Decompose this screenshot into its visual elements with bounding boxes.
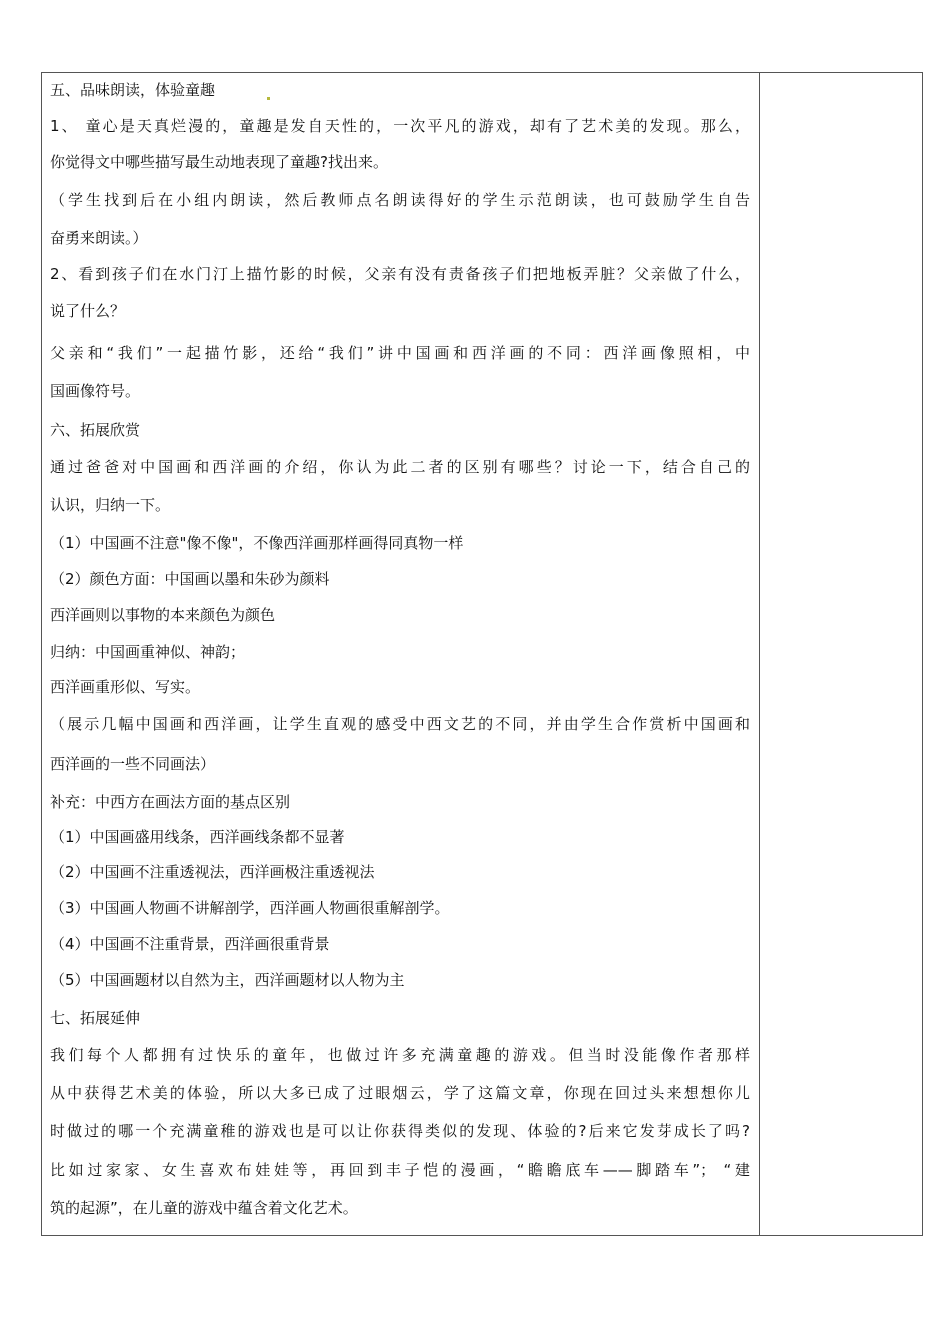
text-line: （5）中国画题材以自然为主，西洋画题材以人物为主	[50, 971, 405, 989]
section-heading-5: 五、品味朗读，体验童趣	[50, 80, 271, 100]
marker-dot	[267, 97, 270, 100]
section-heading-6: 六、拓展欣赏	[50, 421, 141, 439]
text-line: （3）中国画人物画不讲解剖学，西洋画人物画很重解剖学。	[50, 899, 450, 917]
text-line: 通过爸爸对中国画和西洋画的介绍，你认为此二者的区别有哪些？讨论一下，结合自己的	[50, 458, 750, 476]
text-line: （展示几幅中国画和西洋画，让学生直观的感受中西文艺的不同，并由学生合作赏析中国画和	[50, 715, 750, 733]
text-line: 父亲和“我们”一起描竹影，还给“我们”讲中国画和西洋画的不同：西洋画像照相，中	[50, 344, 750, 362]
text-line: 国画像符号。	[50, 382, 141, 400]
text-line: （2）中国画不注重透视法，西洋画极注重透视法	[50, 863, 375, 881]
text-line: 西洋画则以事物的本来颜色为颜色	[50, 606, 276, 624]
text-line: （4）中国画不注重背景，西洋画很重背景	[50, 935, 330, 953]
text-line: （1）中国画盛用线条，西洋画线条都不显著	[50, 828, 345, 846]
text-line: （2）颜色方面：中国画以墨和朱砂为颜料	[50, 570, 330, 588]
text-line: 归纳：中国画重神似、神韵；	[50, 643, 246, 661]
text-line: 奋勇来朗读。）	[50, 229, 148, 247]
text-line: （1）中国画不注意"像不像"，不像西洋画那样画得同真物一样	[50, 534, 464, 552]
text-line: 2、看到孩子们在水门汀上描竹影的时候，父亲有没有责备孩子们把地板弄脏？父亲做了什么，	[50, 265, 750, 283]
section-heading-7: 七、拓展延伸	[50, 1009, 141, 1027]
text-line: 说了什么？	[50, 302, 126, 320]
text-line: 时做过的哪一个充满童稚的游戏也是可以让你获得类似的发现、体验的?后来它发芽成长了吗?	[50, 1122, 750, 1140]
text-line: 认识，归纳一下。	[50, 496, 171, 514]
text-line: 补充：中西方在画法方面的基点区别	[50, 793, 291, 811]
text-line: 西洋画重形似、写实。	[50, 678, 201, 696]
text-line: 西洋画的一些不同画法）	[50, 755, 216, 773]
text-line: 你觉得文中哪些描写最生动地表现了童趣?找出来。	[50, 153, 388, 171]
text-line: 我们每个人都拥有过快乐的童年，也做过许多充满童趣的游戏。但当时没能像作者那样	[50, 1046, 750, 1064]
text-line: 从中获得艺术美的体验，所以大多已成了过眼烟云，学了这篇文章，你现在回过头来想想你儿	[50, 1084, 750, 1102]
text-line: （学生找到后在小组内朗读，然后教师点名朗读得好的学生示范朗读，也可鼓励学生自告	[50, 191, 750, 209]
text-line: 1、 童心是天真烂漫的，童趣是发自天性的，一次平凡的游戏，却有了艺术美的发现。那么，	[50, 117, 750, 135]
column-divider	[759, 72, 760, 1236]
text-line: 筑的起源”，在儿童的游戏中蕴含着文化艺术。	[50, 1199, 358, 1217]
text-line: 比如过家家、女生喜欢布娃娃等，再回到丰子恺的漫画，“瞻瞻底车——脚踏车”； “建	[50, 1161, 750, 1179]
